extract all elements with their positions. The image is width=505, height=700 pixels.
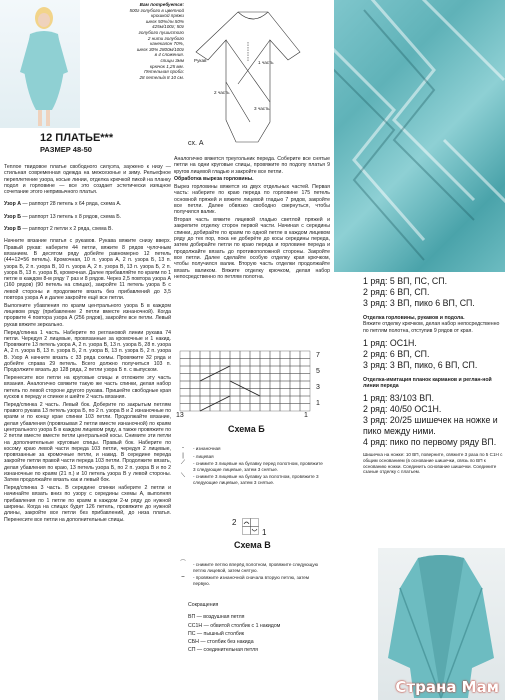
schema-b-cell — [290, 381, 300, 389]
legend-item: | - лицевая — [182, 452, 214, 459]
schema-v-num-bottom: 1 — [262, 528, 267, 537]
schema-b-cell — [190, 404, 200, 412]
imitation-title: Отделка-имитация планок карманов и реглан-ной линии переда — [363, 376, 492, 390]
pattern-size: РАЗМЕР 48-50 — [40, 145, 92, 154]
intro-text: Теплое твидовое платье свободного силуэта, заужено к низу — стильная современная одежда на межсезонье и зиму. Рельефное переплетение узора, косые линии, отделка крючкой пикой на планку подол и горловине — все это создает эстетически изящное сочетание этого непривычного платья. — [4, 164, 171, 196]
schema-b-cell — [260, 366, 270, 374]
yarn-line: Петельная проба: — [144, 69, 184, 75]
schema-b-cell — [180, 374, 190, 382]
schema-b-cell — [300, 351, 310, 359]
schema-b-cell — [240, 396, 250, 404]
schema-b-cell — [260, 396, 270, 404]
schema-b-cell — [280, 366, 290, 374]
schema-b-cell — [270, 374, 280, 382]
yarn-line: 28 петель/в 8 10 см. — [139, 74, 184, 80]
schema-b-cell — [280, 396, 290, 404]
schema-b-cell — [200, 366, 210, 374]
schema-b-cell — [280, 351, 290, 359]
schema-b-col-right: 1 — [304, 412, 308, 419]
schema-b-cell — [210, 404, 220, 412]
schema-b-cell — [300, 404, 310, 412]
pattern-a: Узор А — раппорт 28 петель х 64 ряда, схема А. — [4, 201, 122, 208]
schema-b-cell — [220, 404, 230, 412]
schema-b-cell — [200, 359, 210, 367]
yarn-line: шелк 30% 2800м/100г — [136, 46, 184, 52]
schema-b-cell — [230, 374, 240, 382]
schema-b-cell — [230, 389, 240, 397]
schema-b-cell — [200, 396, 210, 404]
schema-b-cell — [190, 366, 200, 374]
legend-item: - - изнаночная — [182, 445, 221, 451]
schema-b-row-5: 5 — [316, 368, 320, 375]
schema-b-cell — [230, 351, 240, 359]
schema-b-cell — [220, 351, 230, 359]
schema-b-cell — [280, 389, 290, 397]
yarn-line: 425м/100г; 50г — [152, 24, 184, 30]
sleeve-instructions: Начните вязание платья с рукавов. Рукава вяжите снизу вверх. Правый рукав: наберите 44 петли, вяжите 8 рядов чулочным вязанием. В десятом ряду добейте равномерно 12 петель (44+12=56 петель). Кромочная, 10 п. узора А, 2 п. узора Б, 13 п. узора Б, 2 п. узора В, 10 п. узора А, 2 п. узора В, 13 п. узора Б, 2 п. узора В, 13 п. узора В, кромочная. Далее прибавляйте по краям по 1 петле в каждом 8-м ряду 7 раз и 8 рядов. Через 2,5 повтора узора А (160 рядов) (90 петель на спицах), закройте 11 петель узора Б с левой стороны и продолжите вязать без прибавлений до 3,5 повтора узора А и далее закройте ещё все петли. — [4, 238, 171, 302]
schema-b-cell — [300, 381, 310, 389]
abbrev-item: ПС — пышный столбик — [188, 630, 245, 637]
trim-row: 1 ряд: ОС1Н. — [363, 337, 417, 348]
schema-b-cell — [300, 396, 310, 404]
schema-b-cell — [270, 404, 280, 412]
schema-b-cell — [210, 366, 220, 374]
schema-b-cell — [280, 359, 290, 367]
schema-b-cell — [240, 381, 250, 389]
schema-b-cell — [280, 404, 290, 412]
schema-b-cell — [240, 389, 250, 397]
schema-v-title: Схема В — [234, 540, 271, 550]
schema-v-num-top: 2 — [232, 518, 237, 527]
pattern-heading — [40, 132, 180, 154]
schema-b-cell — [200, 389, 210, 397]
body-part1: Перед/спинка 1 часть. Наберите по реглановой линии рукава 74 петли. Чередуя 2 лицевые, провязанные за кромочные и 1 накид. Провяжите 13 петель узора А, 2 п. узора В, 13 п. узора Б, 28 п. узора А, 2 п. узора В, 13 п. узора Б, 2 п. узора В, 13 п. узора Б, 2 п. узора В. Узор А начните вязать с 33 ряда схемы. Провяжите 32 ряда и добейте справа 29 петель. Всего должно получиться 103 п. Продолжите вязать до 128 ряда, 2 петли узора Б п. с выпуском. — [4, 329, 171, 374]
yarn-line: канекалон 70%, — [150, 41, 184, 47]
yarn-line: спицы 3мм — [160, 57, 184, 63]
schema-b-cell — [240, 374, 250, 382]
column-left — [4, 164, 171, 524]
schema-b-cell — [250, 351, 260, 359]
label-sleeve: Рукав — [194, 58, 207, 63]
schema-b-cell — [240, 366, 250, 374]
schema-b-cell — [230, 404, 240, 412]
neckline-part1: Вырез горловины вяжется из двух отдельных частей. Первая часть: наберите по краю переда по горловине 175 петель основной пряжей и вяжите лицевой гладью 7 рядов, закройте все петли. Далее обвязко свободно свернуться, чтобы получился валик. — [174, 184, 330, 216]
schema-b-cell — [230, 359, 240, 367]
body-part1-cont: Перенесите все петли на круговые спицы и отложите эту часть вязания. Аналогично свяжите такую же часть спинки, делая набор петель по левой стороне другого рукава. Пришейте свободные края кусков к переду и спинке и шейте 2 часть вязания. — [4, 375, 171, 400]
schema-b-cell — [270, 396, 280, 404]
yarn-requirements — [92, 2, 184, 80]
schema-b-cell — [270, 389, 280, 397]
schema-b-cell — [180, 404, 190, 412]
schema-b-cell — [270, 381, 280, 389]
legend-item: ⌣ - провяжите изнаночной сначала вторую петлю, затем первую. — [181, 574, 309, 586]
watermark-logo: Страна Мам — [395, 678, 499, 696]
yarn-line: шелк 50%/лн.50% — [145, 18, 184, 24]
imitation-row: 2 ряд: 40/50 ОС1Н. — [363, 404, 442, 415]
neckline-part2: Вторая часть вяжите лицевой гладью светлой пряжей и закрепите отделку сторон первой части. Начиная с середины спинки, добирайте по краям по одной петле в каждом лицевом ряду до тех пор, пока не доберёте до косы середины переда, затем добирайте петли по краю переда и горловине переда и продолжайте вязать до противоположной стороны. Закройте все петли. Далее сделайте особую отделку края крючком, чтобы получился валик. Вторую часть отделки продолжайте вязать валиком. Вяжите отделку крючком, делая набор непосредственно по петлям полотна. — [174, 217, 330, 280]
schema-b-cell — [220, 374, 230, 382]
schema-b-cell — [250, 396, 260, 404]
garment-schematic — [188, 2, 318, 152]
edge-row: 3 ряд: 3 ВП, пико 6 ВП, СП. — [363, 298, 475, 308]
schema-b-cell — [210, 389, 220, 397]
abbreviations — [188, 602, 328, 656]
schema-b-cell — [180, 389, 190, 397]
abbrev-item: СС1Н — обвитой столбик с 1 накидом — [188, 622, 281, 629]
schema-b-cell — [300, 359, 310, 367]
schema-v-chart — [232, 518, 332, 558]
sleeve-decrease: Выполните убавления по краям центрального узора Б в каждом лицевом ряду (прибавление 2 петли вместе изнаночной). Когда прорвите 4 повтора узора А (256 рядов), закройте все петли. Левый рукав вяжите зеркально. — [4, 302, 171, 328]
yarn-line: голубого пушистого — [138, 29, 184, 35]
body-part3: Перед/спинка 3 часть. В середине спинки наберите 2 петли и начинайте вязать вниз по узору с середины схемы А, выполняя прибавления по 1 петле по краям в каждом 2-м ряду до нужной ширины. Когда на спицах будет 126 петель, провяжите до нужной длины, закройте все петли без прибавлений, до низа платья. Перенесите все петли на дополнительные спицы. — [4, 485, 171, 523]
schema-b-cell — [180, 381, 190, 389]
pattern-c: Узор В — раппорт 2 петли х 2 ряда, схема В. — [4, 226, 113, 233]
schema-b-col-left: 13 — [176, 412, 184, 419]
schema-b-cell — [300, 389, 310, 397]
schema-b-cell — [210, 396, 220, 404]
yarn-line: крючок 1,25 мм. — [149, 63, 184, 69]
abbrev-item: ВП — воздушная петля — [188, 614, 245, 621]
schema-b-cell — [230, 366, 240, 374]
schema-b-cell — [270, 359, 280, 367]
label-part3: 3 часть — [254, 106, 270, 111]
model-photo — [0, 0, 80, 128]
trim-text: Вяжите отделку крючком, делая набор непосредственно по петлям полотна, отступив 9 рядов от края. — [363, 321, 500, 334]
schema-b-cell — [190, 374, 200, 382]
schema-b-cell — [250, 374, 260, 382]
schema-b-row-3: 3 — [316, 384, 320, 391]
schema-b-cell — [240, 359, 250, 367]
schema-b-cell — [250, 404, 260, 412]
yarn-line: 500г голубого в цветной — [129, 7, 184, 13]
schema-b-cell — [260, 359, 270, 367]
edge-row: 2 ряд: 6 ВП, СП. — [363, 287, 430, 297]
abbrev-item: СБН — столбик без накида — [188, 639, 254, 646]
cable-texture — [334, 0, 505, 272]
schema-b-cell — [210, 359, 220, 367]
schema-b-cell — [180, 396, 190, 404]
schema-b-cell — [240, 351, 250, 359]
schema-b-cell — [290, 359, 300, 367]
schema-b-cell — [260, 389, 270, 397]
schema-b-cell — [280, 374, 290, 382]
column-middle — [174, 156, 330, 282]
schema-v-grid — [242, 518, 260, 536]
schema-b-cell — [260, 381, 270, 389]
schema-b-cell — [290, 351, 300, 359]
schema-b-cell — [180, 359, 190, 367]
legend-v — [176, 562, 326, 588]
schema-b-cell — [190, 381, 200, 389]
schema-b-cell — [250, 359, 260, 367]
schema-b-cell — [200, 381, 210, 389]
trim-row: 3 ряд: 3 ВП, пико, 6 ВП, СП. — [363, 359, 478, 370]
label-part1: 1 часть — [258, 60, 274, 65]
schema-b-row-1: 1 — [316, 400, 320, 407]
schema-b-title: Схема Б — [228, 424, 265, 434]
legend-item: ⟍ - снимите 3 лицевые на булавку за полотном, провяжите 3 следующие лицевые, затем 3 снятые. — [180, 473, 319, 485]
edge-row: 1 ряд: 5 ВП, ПС, СП. — [363, 276, 448, 286]
schema-b-cell — [220, 381, 230, 389]
schema-b-cell — [260, 404, 270, 412]
yarn-line: крошкой пряжи — [151, 13, 184, 19]
schema-b-cell — [220, 359, 230, 367]
imitation-row: 3 ряд: 20/25 шишечек на ножке и пико между ними. — [363, 415, 498, 437]
pattern-b: Узор Б — раппорт 13 петель х 8 рядов, схема Б. — [4, 213, 122, 220]
schema-b-cell — [180, 351, 190, 359]
schema-b-cell — [190, 389, 200, 397]
schema-b-cell — [270, 366, 280, 374]
imitation-row: 1 ряд: 83/103 ВП. — [363, 393, 434, 404]
legend-item: ⌒ - снимите петлю вперёд полотном, провяжите следующую петлю лицевой, затем снятую. — [179, 561, 319, 573]
neckline-title: Обработка выреза горловины. — [174, 176, 254, 183]
schema-b-cell — [300, 374, 310, 382]
schema-b-chart — [176, 350, 326, 442]
trim-row: 2 ряд: 6 ВП, СП. — [363, 348, 430, 359]
schematic-drawing — [188, 2, 318, 152]
schema-b-cell — [240, 404, 250, 412]
imitation-row: 4 ряд: пико по первому ряду ВП. — [363, 437, 497, 448]
schema-b-cell — [290, 396, 300, 404]
schema-b-cell — [210, 381, 220, 389]
schema-b-cell — [270, 351, 280, 359]
model-figure — [0, 0, 80, 128]
yarn-line: в 4 сложения. — [154, 52, 184, 58]
schema-b-cell — [220, 389, 230, 397]
abbrev-title: Сокращения — [188, 602, 219, 608]
schema-b-cell — [180, 366, 190, 374]
diagram-caption: сх. А — [188, 140, 204, 147]
trim-title: Отделка горловины, рукавов и подола. — [363, 315, 465, 321]
schema-b-row-7: 7 — [316, 352, 320, 359]
schema-b-cell — [250, 366, 260, 374]
yarn-line: 2 нити голубого — [147, 35, 184, 41]
abbrev-item: СП — соединительная петля — [188, 647, 258, 654]
schema-b-cell — [260, 374, 270, 382]
schema-b-cell — [190, 396, 200, 404]
schema-b-cell — [300, 366, 310, 374]
label-part2: 2 часть — [214, 90, 230, 95]
schema-b-cell — [290, 366, 300, 374]
schema-b-cell — [190, 359, 200, 367]
triangle-text: Аналогично вяжется треугольник переда. Соберите все снятые петли на одни круговые спицы, провяжите по подолу платья 9 кругов лицевой гладью и закройте все петли. — [174, 156, 330, 175]
schema-b-cell — [230, 396, 240, 404]
schema-b-cell — [280, 381, 290, 389]
schema-b-cell — [210, 351, 220, 359]
body-part2: Перед/спинка 2 часть. Левый бок. Доберите по закрытым петлям правого рукава 13 петель узора Б, по 2 п. узора В и 2 изнаночные по краям и по концу крае спинки 103 петли. Продолжайте вязание, делая убавления (провязывая 2 петли вместе изнаночной) по краям центрального узора Б в каждом лицевом ряду, а также провяжите по 2 петли вместе вместе петли центральной косы. Снимите эти петли на дополнительные круговые спицы. Правый бок. Наберите по косому краю левой части переда 103 петли, чередуя 2 лицевые, провязанные за кромочные петли, и накид. В середине переда закройте петли правой части переда 103 петли. Продолжите вязать, делая убавления по краю, 13 петель узора Б, по 2 п. узора В и по 2 изнаночные по краям (21 п.) и 10 петель узора В у левой стороны. Затем продолжайте вязать как и левый бок. — [4, 401, 171, 484]
schema-b-cell — [190, 351, 200, 359]
pattern-title: 12 ПЛАТЬЕ*** — [40, 132, 114, 144]
yarn-title: Вам потребуется: — [139, 2, 184, 7]
knit-closeup-photo — [334, 0, 505, 272]
bobble-text: Шишечка на ножке: 10 ВП, поверните, свяжите 3 раза по 5 С1Н с общим основанием (в основание шишечки, связь по ВП к основанию ножки. Соединить основание шишечки. Соедините сзаные отделку с платьем. — [363, 452, 503, 475]
schema-b-cell — [210, 374, 220, 382]
schema-b-cell — [290, 389, 300, 397]
legend-item: ⟋ - снимите 3 лицевые на булавку перед полотном, провяжите 3 следующие лицевые, затем 3 снятые. — [180, 460, 323, 472]
schema-b-cell — [290, 374, 300, 382]
legend-b — [176, 446, 326, 488]
schema-b-cell — [290, 404, 300, 412]
column-right — [363, 276, 503, 475]
schema-b-cell — [250, 381, 260, 389]
schema-b-cell — [200, 351, 210, 359]
schema-b-cell — [260, 351, 270, 359]
